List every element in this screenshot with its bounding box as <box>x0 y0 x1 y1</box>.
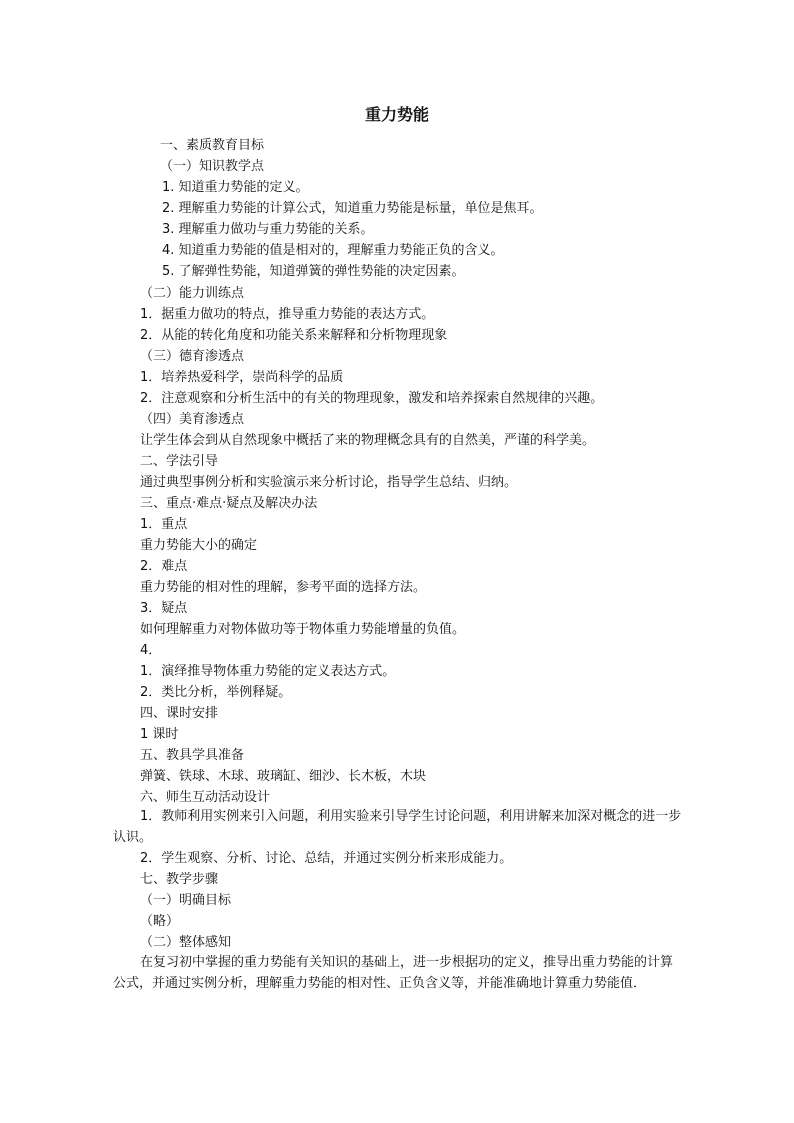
knowledge-item-5: 5. 了解弹性势能，知道弹簧的弹性势能的决定因素。 <box>162 264 465 279</box>
knowledge-item-3: 3. 理解重力做功与重力势能的关系。 <box>162 222 374 237</box>
subheading-ability-points: （二）能力训练点 <box>140 286 245 301</box>
aesthetic-text: 让学生体会到从自然现象中概括了来的物理概念具有的自然美，严谨的科学美。 <box>140 433 596 448</box>
heading-teaching-steps: 七、教学步骤 <box>140 872 219 887</box>
subheading-moral-points: （三）德育渗透点 <box>140 349 245 364</box>
heading-quality-goals: 一、素质教育目标 <box>160 138 265 153</box>
knowledge-item-4: 4. 知道重力势能的值是相对的，理解重力势能正负的含义。 <box>162 243 504 258</box>
solution-item-1: 1．演绎推导物体重力势能的定义表达方式。 <box>140 664 396 679</box>
moral-item-1: 1．培养热爱科学，崇尚科学的品质 <box>140 370 344 385</box>
subheading-knowledge-points: （一）知识教学点 <box>160 159 265 174</box>
knowledge-item-1: 1. 知道重力势能的定义。 <box>162 180 309 195</box>
interaction-item-2: 2．学生观察、分析、讨论、总结，并通过实例分析来形成能力。 <box>140 851 513 866</box>
solution-label: 4． <box>140 643 162 658</box>
heading-study-guide: 二、学法引导 <box>140 454 219 469</box>
schedule-text: 1 课时 <box>140 727 179 742</box>
document-title: 重力势能 <box>364 105 429 124</box>
omitted-note: （略） <box>140 914 180 929</box>
heading-key-points: 三、重点·难点·疑点及解决办法 <box>140 496 318 511</box>
doubt-label: 3．疑点 <box>140 601 188 616</box>
ability-item-1: 1．据重力做功的特点，推导重力势能的表达方式。 <box>140 307 435 322</box>
materials-text: 弹簧、铁球、木球、玻璃缸、细沙、长木板，木块 <box>140 769 427 784</box>
subheading-aesthetic-points: （四）美育渗透点 <box>140 412 245 427</box>
key-point-text: 重力势能大小的确定 <box>140 538 258 553</box>
moral-item-2: 2．注意观察和分析生活中的有关的物理现象，激发和培养探索自然规律的兴趣。 <box>140 391 604 406</box>
subheading-overall-perception: （二）整体感知 <box>140 935 232 950</box>
heading-interaction-design: 六、师生互动活动设计 <box>140 790 271 805</box>
doubt-text: 如何理解重力对物体做功等于物体重力势能增量的负值。 <box>140 622 466 637</box>
interaction-item-1: 1．教师利用实例来引入问题，利用实验来引导学生讨论问题，利用讲解来加深对概念的进一步认识。 <box>113 809 682 845</box>
ability-item-2: 2．从能的转化角度和功能关系来解释和分析物理现象 <box>140 328 448 343</box>
overall-perception-text: 在复习初中掌握的重力势能有关知识的基础上，进一步根据功的定义，推导出重力势能的计算公式，并通过实例分析，理解重力势能的相对性、正负含义等，并能准确地计算重力势能值． <box>113 955 674 991</box>
difficulty-text: 重力势能的相对性的理解，参考平面的选择方法。 <box>140 580 427 595</box>
difficulty-label: 2．难点 <box>140 559 188 574</box>
study-guide-text: 通过典型事例分析和实验演示来分析讨论，指导学生总结、归纳。 <box>140 475 518 490</box>
heading-materials: 五、教具学具准备 <box>140 748 245 763</box>
knowledge-item-2: 2. 理解重力势能的计算公式，知道重力势能是标量，单位是焦耳。 <box>162 201 543 216</box>
heading-schedule: 四、课时安排 <box>140 706 219 721</box>
key-point-label: 1．重点 <box>140 517 188 532</box>
subheading-clear-goals: （一）明确目标 <box>140 893 232 908</box>
solution-item-2: 2．类比分析，举例释疑。 <box>140 685 292 700</box>
